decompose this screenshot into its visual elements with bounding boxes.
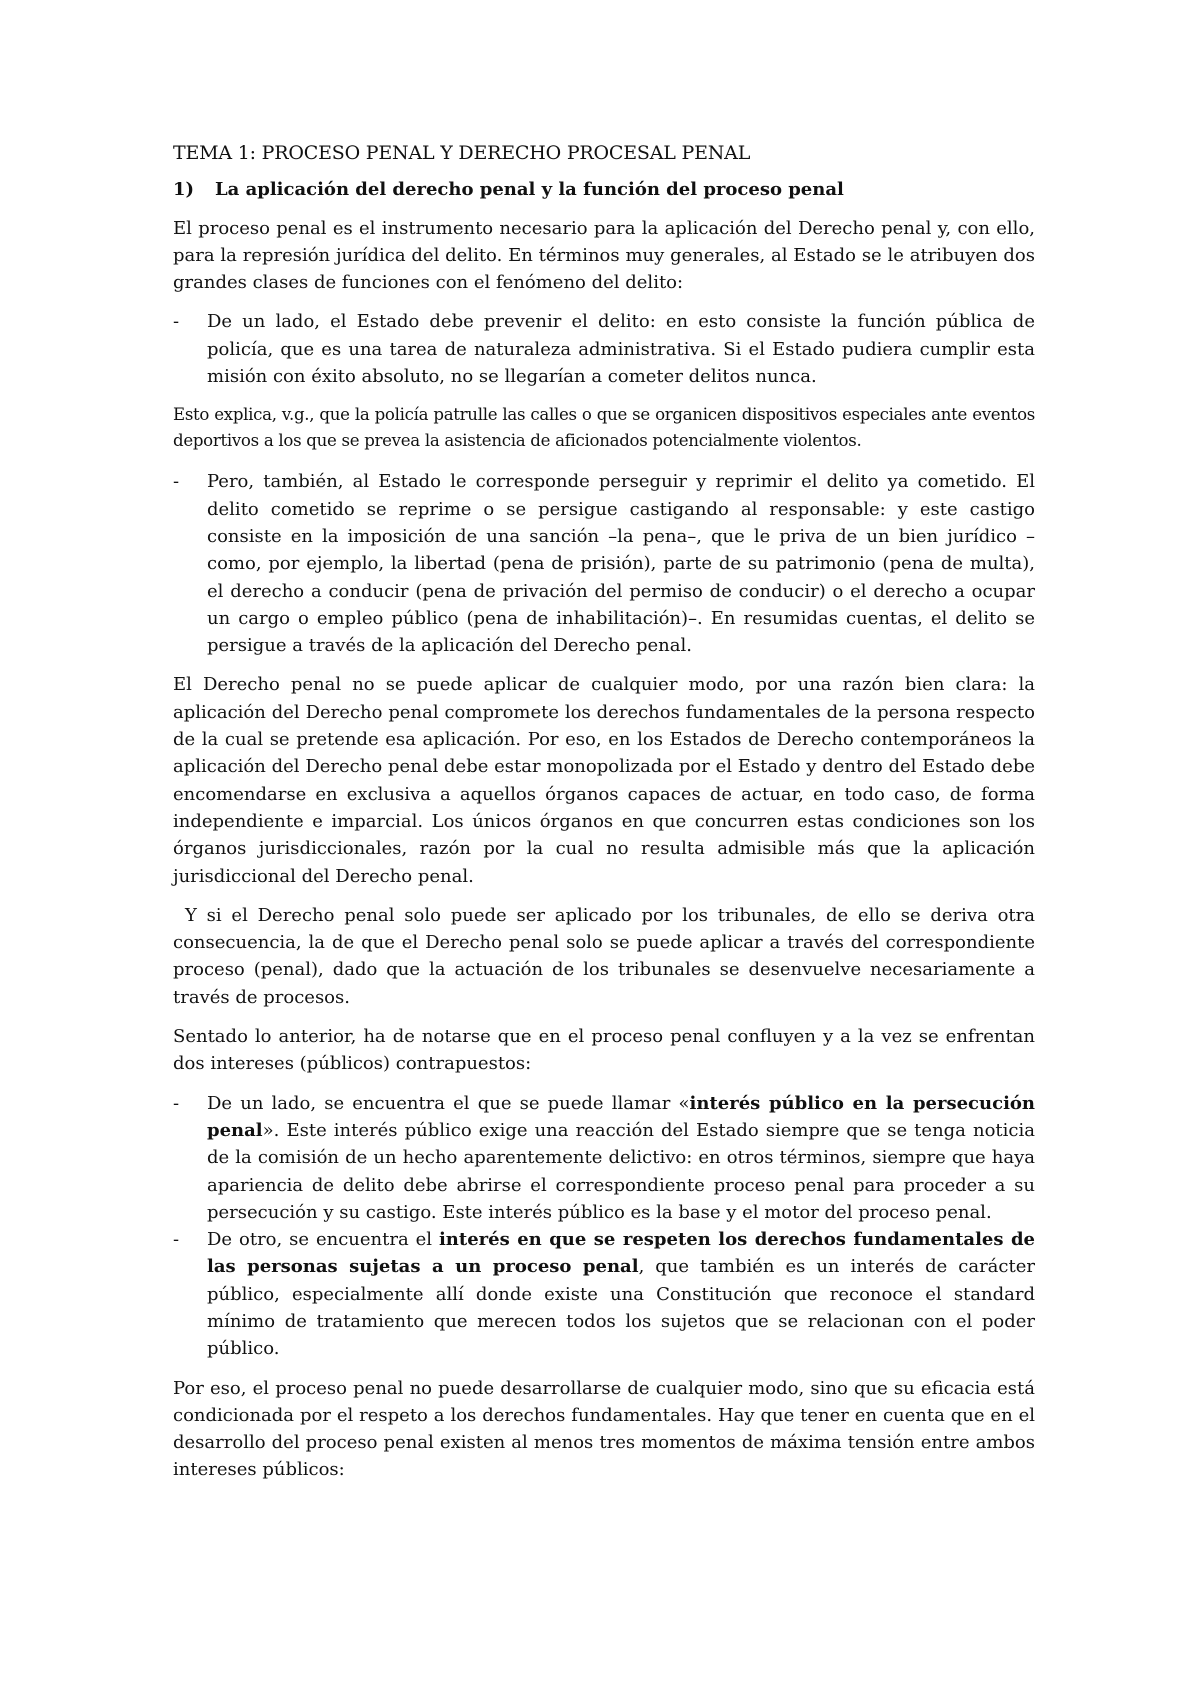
list-item — [173, 308, 1035, 390]
list-item — [173, 1226, 1035, 1362]
list-item-text-pre: De un lado, se encuentra el que se puede llamar « — [207, 1092, 690, 1114]
dash-bullet: - — [173, 471, 180, 493]
list-item-text-post: ». Este interés público exige una reacción del Estado siempre que se tenga noticia de la comisión de un hecho aparentemente delictivo: en otros términos, siempre que haya apariencia de delito debe abrirse el correspondiente proceso penal para proceder a su persecución y su castigo. Este interés público es la base y el motor del proceso penal. — [207, 1119, 1035, 1223]
list-item-text — [207, 1226, 1035, 1362]
list-item-text-post: , que también es un interés de carácter público, especialmente allí donde existe una Constitución que reconoce el standard mínimo de tratamiento que merecen todos los sujetos que se relacionan con el poder público. — [207, 1256, 1035, 1360]
paragraph-example: Esto explica, v.g., que la policía patrulle las calles o que se organicen dispositivos especiales ante eventos deportivos a los que se prevea la asistencia de aficionados potencialmente violentos. — [173, 405, 1035, 451]
list-item-text: De un lado, el Estado debe prevenir el delito: en esto consiste la función pública de policía, que es una tarea de naturaleza administrativa. Si el Estado pudiera cumplir esta misión con éxito absoluto, no se llegarían a cometer delitos nunca. — [207, 311, 1035, 388]
bullet-list-functions-2 — [173, 468, 1035, 659]
paragraph-intro: El proceso penal es el instrumento necesario para la aplicación del Derecho penal y, con ello, para la represión jurídica del delito. En términos muy generales, al Estado se le atribuyen dos grandes clases de funciones con el fenómeno del delito: — [173, 217, 1035, 294]
document-page — [173, 140, 1035, 1496]
paragraph-derecho-penal: El Derecho penal no se puede aplicar de cualquier modo, por una razón bien clara: la aplicación del Derecho penal compromete los derechos fundamentales de la persona respecto de la cual se pretende esa aplicación. Por eso, en los Estados de Derecho contemporáneos la aplicación del Derecho penal debe estar monopolizada por el Estado y dentro del Estado debe encomendarse en exclusiva a aquellos órganos capaces de actuar, en todo caso, de forma independiente e imparcial. Los únicos órganos en que concurren estas condiciones son los órganos jurisdiccionales, razón por la cual no resulta admisible más que la aplicación jurisdiccional del Derecho penal. — [173, 674, 1035, 887]
dash-bullet: - — [173, 1092, 180, 1114]
dash-bullet: - — [173, 1229, 180, 1251]
dash-bullet: - — [173, 311, 180, 333]
bullet-list-intereses — [173, 1090, 1035, 1363]
list-item-emphasis: interés público en la persecución penal — [207, 1092, 1035, 1141]
paragraph-conclusion: Por eso, el proceso penal no puede desarrollarse de cualquier modo, sino que su eficacia está condicionada por el respeto a los derechos fundamentales. Hay que tener en cuenta que en el desarrollo del proceso penal existen al menos tres momentos de máxima tensión entre ambos intereses públicos: — [173, 1377, 1035, 1481]
list-item-text-pre: De otro, se encuentra el — [207, 1229, 439, 1251]
paragraph-intereses: Sentado lo anterior, ha de notarse que en el proceso penal confluyen y a la vez se enfrentan dos intereses (públicos) contrapuestos: — [173, 1026, 1035, 1075]
document-title: TEMA 1: PROCESO PENAL Y DERECHO PROCESAL PENAL — [173, 142, 751, 164]
list-item — [173, 468, 1035, 659]
list-item-emphasis: interés en que se respeten los derechos fundamentales de las personas sujetas a un proceso penal — [207, 1229, 1035, 1278]
list-item-text — [207, 1090, 1035, 1226]
list-item — [173, 1090, 1035, 1226]
section-number: 1) — [173, 179, 195, 201]
bullet-list-functions-1 — [173, 308, 1035, 390]
paragraph-tribunales: Y si el Derecho penal solo puede ser aplicado por los tribunales, de ello se deriva otra consecuencia, la de que el Derecho penal solo se puede aplicar a través del correspondiente proceso (penal), dado que la actuación de los tribunales se desenvuelve necesariamente a través de procesos. — [173, 904, 1035, 1008]
section-heading — [173, 176, 1035, 203]
list-item-text: Pero, también, al Estado le corresponde perseguir y reprimir el delito ya cometido. El delito cometido se reprime o se persigue castigando al responsable: y este castigo consiste en la imposición de una sanción –la pena–, que le priva de un bien jurídico –como, por ejemplo, la libertad (pena de prisión), parte de su patrimonio (pena de multa), el derecho a conducir (pena de privación del permiso de conducir) o el derecho a ocupar un cargo o empleo público (pena de inhabilitación)–. En resumidas cuentas, el delito se persigue a través de la aplicación del Derecho penal. — [207, 471, 1035, 657]
section-heading-text: La aplicación del derecho penal y la función del proceso penal — [215, 179, 844, 201]
